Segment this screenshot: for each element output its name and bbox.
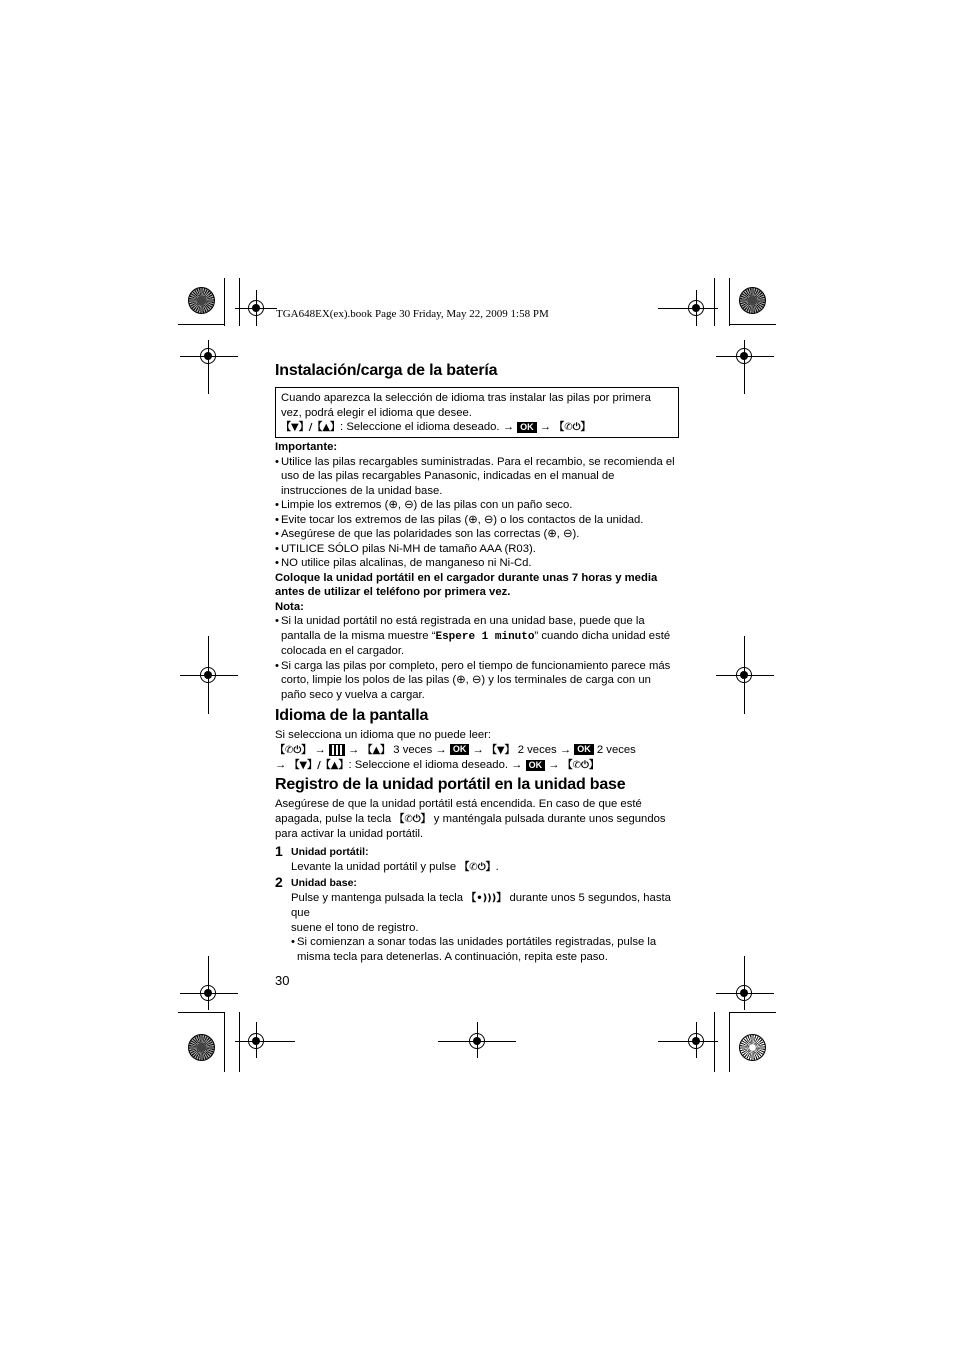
arrow-icon: → (559, 743, 572, 756)
battery-content (275, 440, 685, 702)
bullet-item: • Asegúrese de que las polaridades son las correctas (⊕, ⊖). (275, 527, 685, 542)
bullet-item: • Utilice las pilas recargables suministradas. Para el recambio, se recomienda el uso de las pilas recargables Panasonic, indicadas en el manual de instrucciones de la unidad base. (275, 455, 685, 499)
key-sequence-2: → 【▼】/【▲】: Seleccione el idioma deseado. → OK → 【✆⏻】 (275, 759, 599, 771)
arrow-icon: → (472, 743, 484, 756)
page-number: 30 (275, 973, 290, 988)
registration-intro: Asegúrese de que la unidad portátil está encendida. En caso de que esté apagada, pulse la tecla 【✆⏻】 y manténgala pulsada durante unos segundos para activar la unidad portátil. (275, 798, 666, 840)
display-message: Espere 1 minuto (435, 630, 535, 643)
box-line-1: Cuando aparezca la selección de idioma tras instalar las pilas por primera (281, 392, 651, 404)
arrow-icon: → (314, 743, 326, 756)
box-line-2: vez, podrá elegir el idioma que desee. (281, 406, 472, 419)
off-key-icon: 【✆⏻】 (394, 813, 431, 825)
arrow-icon: → (348, 743, 360, 756)
arrow-icon: → (548, 759, 560, 771)
arrow-icon: → (539, 421, 552, 433)
arrow-icon: → (275, 759, 287, 771)
off-key-icon: 【✆⏻】 (459, 861, 496, 873)
bullet-item: • NO utilice pilas alcalinas, de manganeso ni Ni-Cd. (275, 556, 685, 571)
down-key-icon: 【▼】 (486, 744, 515, 756)
language-content (275, 728, 685, 774)
bullet-item: • UTILICE SÓLO pilas Ni-MH de tamaño AAA (R03). (275, 542, 685, 557)
important-label: Importante: (275, 441, 338, 453)
note-item: • Si la unidad portátil no está registrada en una unidad base, puede que la pantalla de la misma muestre “Espere 1 minuto” cuando dicha unidad esté colocada en el cargador. (275, 614, 685, 659)
step-number: 2 (275, 874, 283, 890)
arrow-icon: → (511, 759, 523, 771)
key-sequence-1: 【✆⏻】 → → 【▲】 3 veces → OK → 【▼】 2 veces → OK 2 veces (275, 743, 636, 756)
step-2: Unidad base: Pulse y mantenga pulsada la tecla 【•)))】 durante unos 5 segundos, hasta que suene el tono de registro. • Si comienzan a sonar todas las unidades portátiles registradas, pulse la misma tecla para detenerlas. A continuación, repita este paso. (291, 876, 691, 964)
locator-key-icon: 【•)))】 (466, 892, 507, 904)
off-key-icon: 【✆⏻】 (562, 760, 599, 771)
up-down-keys: 【▼】/【▲】 (289, 760, 349, 771)
language-intro: Si selecciona un idioma que no puede leer: (275, 729, 492, 741)
arrow-icon: → (435, 743, 447, 756)
menu-key-icon (329, 744, 345, 756)
ok-key-icon: OK (450, 744, 470, 755)
language-info-box (275, 387, 679, 438)
section-title-registration: Registro de la unidad portátil en la unidad base (275, 776, 626, 793)
up-down-keys: 【▼】/【▲】 (281, 422, 341, 433)
charge-instruction: Coloque la unidad portátil en el cargador durante unas 7 horas y media antes de utilizar el teléfono por primera vez. (275, 571, 658, 598)
file-header: TGA648EX(ex).book Page 30 Friday, May 22, 2009 1:58 PM (276, 308, 549, 320)
arrow-icon: → (502, 421, 514, 433)
bullet-item: • Si comienzan a sonar todas las unidades portátiles registradas, pulse la misma tecla para detenerlas. A continuación, repita este paso. (291, 935, 691, 964)
step-label: Unidad portátil: (291, 846, 369, 858)
bullet-item: • Evite tocar los extremos de las pilas (⊕, ⊖) o los contactos de la unidad. (275, 513, 685, 528)
ok-key-icon: OK (526, 760, 546, 771)
section-title-battery: Instalación/carga de la batería (275, 362, 498, 379)
up-key-icon: 【▲】 (362, 744, 391, 756)
off-key-icon: 【✆⏻】 (275, 744, 312, 756)
ok-key-icon: OK (574, 744, 594, 755)
step-1: Unidad portátil: Levante la unidad portátil y pulse 【✆⏻】. (291, 845, 691, 875)
box-line-3 (281, 420, 673, 436)
bullet-item: • Limpie los extremos (⊕, ⊖) de las pilas con un paño seco. (275, 498, 685, 513)
note-label: Nota: (275, 600, 304, 613)
select-language-text: : Seleccione el idioma deseado. (340, 421, 500, 433)
note-item: • Si carga las pilas por completo, pero el tiempo de funcionamiento parece más corto, limpie los polos de las pilas (⊕, ⊖) y los terminales de carga con un paño seco y vuelva a cargar. (275, 659, 685, 703)
step-number: 1 (275, 843, 283, 859)
off-key-icon: 【✆⏻】 (554, 422, 591, 433)
section-title-language: Idioma de la pantalla (275, 707, 429, 724)
ok-key-icon: OK (517, 422, 537, 433)
step-label: Unidad base: (291, 877, 357, 889)
